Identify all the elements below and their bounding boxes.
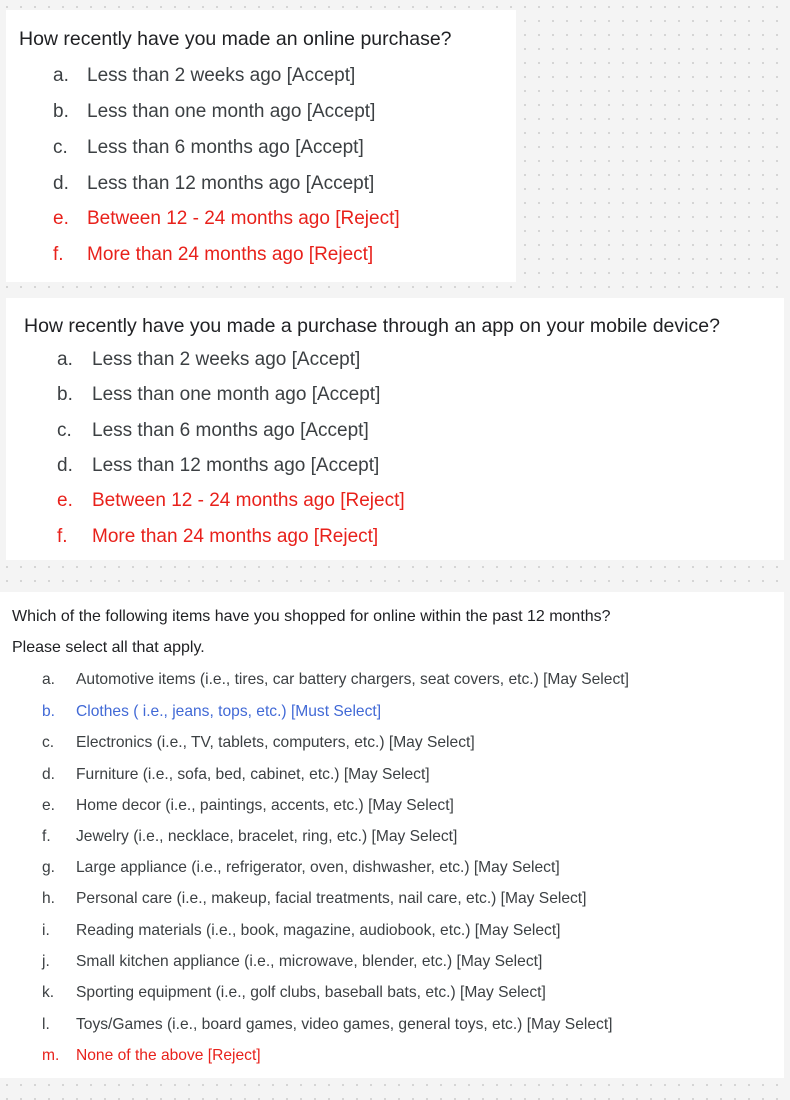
option-text: Less than one month ago [Accept] <box>92 384 381 405</box>
option-text: Less than one month ago [Accept] <box>87 101 376 122</box>
option-letter: a. <box>42 671 56 688</box>
option-text: Automotive items (i.e., tires, car battery chargers, seat covers, etc.) [May Select] <box>76 671 629 688</box>
option-letter: e. <box>42 797 56 814</box>
question-card-mobile-app-purchase <box>6 298 784 560</box>
option-text: Furniture (i.e., sofa, bed, cabinet, etc.) [May Select] <box>76 766 430 783</box>
option-text: None of the above [Reject] <box>76 1047 261 1064</box>
option-letter: c. <box>42 734 55 751</box>
option-text: Less than 12 months ago [Accept] <box>92 455 380 476</box>
option-letter: b. <box>53 101 69 122</box>
option-text: Between 12 - 24 months ago [Reject] <box>87 208 400 229</box>
option-text: Less than 6 months ago [Accept] <box>92 420 369 441</box>
question-instruction: Please select all that apply. <box>12 639 205 656</box>
option-text: Less than 6 months ago [Accept] <box>87 137 364 158</box>
option-letter: b. <box>42 703 56 720</box>
option-text: Home decor (i.e., paintings, accents, etc.) [May Select] <box>76 797 454 814</box>
option-text: More than 24 months ago [Reject] <box>87 244 374 265</box>
option-letter: d. <box>57 455 73 476</box>
option-letter: g. <box>42 859 56 876</box>
option-text: Clothes ( i.e., jeans, tops, etc.) [Must Select] <box>76 703 382 720</box>
option-letter: c. <box>53 137 68 158</box>
option-letter: f. <box>42 828 51 845</box>
option-text: Between 12 - 24 months ago [Reject] <box>92 490 405 511</box>
option-text: Electronics (i.e., TV, tablets, computers, etc.) [May Select] <box>76 734 475 751</box>
option-text: Toys/Games (i.e., board games, video games, general toys, etc.) [May Select] <box>76 1016 613 1033</box>
question-title: How recently have you made a purchase through an app on your mobile device? <box>24 315 720 337</box>
option-text: Less than 2 weeks ago [Accept] <box>87 65 356 86</box>
option-letter: a. <box>57 349 73 370</box>
question-title: How recently have you made an online purchase? <box>19 28 452 50</box>
option-letter: f. <box>53 244 64 265</box>
option-letter: c. <box>57 420 72 441</box>
option-letter: f. <box>57 526 68 547</box>
option-letter: e. <box>53 208 69 229</box>
option-text: More than 24 months ago [Reject] <box>92 526 379 547</box>
option-letter: b. <box>57 384 73 405</box>
option-text: Reading materials (i.e., book, magazine, audiobook, etc.) [May Select] <box>76 922 561 939</box>
option-text: Personal care (i.e., makeup, facial treatments, nail care, etc.) [May Select] <box>76 890 587 907</box>
option-letter: a. <box>53 65 69 86</box>
question-card-items-shopped <box>0 592 784 1078</box>
option-letter: d. <box>53 173 69 194</box>
option-letter: d. <box>42 766 56 783</box>
option-letter: m. <box>42 1047 60 1064</box>
option-text: Less than 2 weeks ago [Accept] <box>92 349 361 370</box>
option-text: Less than 12 months ago [Accept] <box>87 173 375 194</box>
option-letter: e. <box>57 490 73 511</box>
option-letter: l. <box>42 1016 50 1033</box>
option-text: Sporting equipment (i.e., golf clubs, baseball bats, etc.) [May Select] <box>76 984 546 1001</box>
option-text: Small kitchen appliance (i.e., microwave, blender, etc.) [May Select] <box>76 953 543 970</box>
option-letter: k. <box>42 984 55 1001</box>
option-text: Large appliance (i.e., refrigerator, oven, dishwasher, etc.) [May Select] <box>76 859 560 876</box>
question-title: Which of the following items have you shopped for online within the past 12 months? <box>12 608 611 625</box>
option-text: Jewelry (i.e., necklace, bracelet, ring, etc.) [May Select] <box>76 828 458 845</box>
option-letter: h. <box>42 890 56 907</box>
option-letter: j. <box>42 953 50 970</box>
option-letter: i. <box>42 922 50 939</box>
question-card-online-purchase <box>6 10 516 282</box>
